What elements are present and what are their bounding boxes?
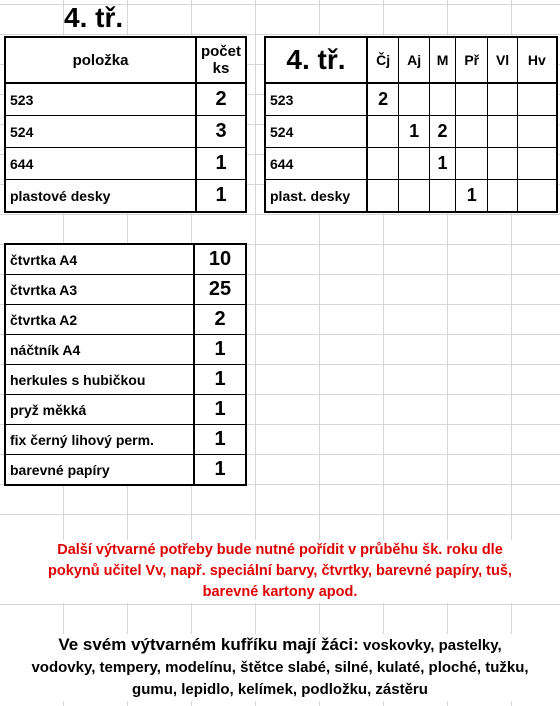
supply-name-cell[interactable]: čtvrtka A3 (5, 275, 194, 305)
table-row (5, 305, 246, 335)
matrix-cell[interactable] (517, 83, 557, 116)
matrix-cell[interactable]: 1 (430, 148, 456, 180)
table-row (5, 83, 246, 116)
header-subject-m[interactable]: M (430, 37, 456, 83)
art-kit-note (0, 634, 560, 701)
matrix-name-cell[interactable]: plast. desky (265, 180, 367, 213)
header-subject-vl[interactable]: Vl (488, 37, 517, 83)
table-row (265, 180, 557, 213)
supply-count-cell[interactable]: 1 (194, 365, 246, 395)
matrix-cell[interactable] (399, 83, 430, 116)
matrix-cell[interactable] (430, 180, 456, 213)
header-count-line1: počet (200, 43, 241, 60)
matrix-cell[interactable] (488, 116, 517, 148)
table-header-row (5, 37, 246, 83)
table-row (265, 148, 557, 180)
supply-count-cell[interactable]: 1 (194, 455, 246, 486)
matrix-cell[interactable] (456, 83, 488, 116)
matrix-cell[interactable] (517, 148, 557, 180)
item-name-cell[interactable]: plastové desky (5, 180, 196, 213)
supply-name-cell[interactable]: čtvrtka A2 (5, 305, 194, 335)
table-row (5, 335, 246, 365)
supplies-table (4, 243, 247, 486)
note-line: gumu, lepidlo, kelímek, podložku, zástěru (132, 681, 428, 698)
header-subject-pr[interactable]: Př (456, 37, 488, 83)
matrix-cell[interactable] (488, 148, 517, 180)
table-row (265, 83, 557, 116)
supply-count-cell[interactable]: 10 (194, 244, 246, 275)
matrix-cell[interactable] (367, 180, 399, 213)
header-item[interactable]: položka (5, 37, 196, 83)
supply-count-cell[interactable]: 1 (194, 335, 246, 365)
matrix-cell[interactable] (430, 83, 456, 116)
items-count-table (4, 36, 247, 213)
matrix-cell[interactable] (488, 83, 517, 116)
matrix-cell[interactable]: 1 (456, 180, 488, 213)
table-row (5, 116, 246, 148)
item-count-cell[interactable]: 2 (196, 83, 246, 116)
item-name-cell[interactable]: 524 (5, 116, 196, 148)
supply-name-cell[interactable]: čtvrtka A4 (5, 244, 194, 275)
subject-matrix-table (264, 36, 558, 213)
note-lead-rest: voskovky, pastelky, (358, 637, 502, 654)
note-line: barevné kartony apod. (202, 584, 358, 600)
supply-name-cell[interactable]: pryž měkká (5, 395, 194, 425)
header-subject-cj[interactable]: Čj (367, 37, 399, 83)
table-row (5, 365, 246, 395)
matrix-cell[interactable]: 2 (430, 116, 456, 148)
supply-count-cell[interactable]: 25 (194, 275, 246, 305)
table-row (5, 425, 246, 455)
supply-count-cell[interactable]: 2 (194, 305, 246, 335)
page-title: 4. tř. (64, 2, 124, 33)
matrix-cell[interactable] (399, 180, 430, 213)
header-subject-hv[interactable]: Hv (517, 37, 557, 83)
table-header-row (265, 37, 557, 83)
table-row (5, 244, 246, 275)
matrix-cell[interactable] (517, 116, 557, 148)
table-row (265, 116, 557, 148)
item-name-cell[interactable]: 523 (5, 83, 196, 116)
matrix-cell[interactable] (367, 116, 399, 148)
note-line (0, 634, 560, 657)
table-row (5, 275, 246, 305)
note-line: vodovky, tempery, modelínu, štětce slabé, silné, kulaté, ploché, tužku, (31, 659, 529, 676)
table-row (5, 148, 246, 180)
header-subject-aj[interactable]: Aj (399, 37, 430, 83)
matrix-cell[interactable]: 2 (367, 83, 399, 116)
matrix-cell[interactable] (456, 148, 488, 180)
table-row (5, 180, 246, 213)
supply-name-cell[interactable]: barevné papíry (5, 455, 194, 486)
supply-count-cell[interactable]: 1 (194, 395, 246, 425)
supply-name-cell[interactable]: fix černý lihový perm. (5, 425, 194, 455)
note-line: Další výtvarné potřeby bude nutné pořídit v průběhu šk. roku dle (57, 542, 503, 558)
matrix-name-cell[interactable]: 524 (265, 116, 367, 148)
table-row (5, 455, 246, 486)
supply-name-cell[interactable]: herkules s hubičkou (5, 365, 194, 395)
supply-count-cell[interactable]: 1 (194, 425, 246, 455)
matrix-cell[interactable] (367, 148, 399, 180)
note-lead: Ve svém výtvarném kufříku mají žáci: (58, 635, 359, 654)
item-count-cell[interactable]: 1 (196, 180, 246, 213)
note-line: pokynů učitel Vv, např. speciální barvy, čtvrtky, barevné papíry, tuš, (48, 563, 512, 579)
matrix-cell[interactable] (399, 148, 430, 180)
matrix-name-cell[interactable]: 644 (265, 148, 367, 180)
item-name-cell[interactable]: 644 (5, 148, 196, 180)
table-row (5, 395, 246, 425)
matrix-cell[interactable] (488, 180, 517, 213)
matrix-cell[interactable] (517, 180, 557, 213)
matrix-name-cell[interactable]: 523 (265, 83, 367, 116)
supply-name-cell[interactable]: náčtník A4 (5, 335, 194, 365)
item-count-cell[interactable]: 3 (196, 116, 246, 148)
matrix-cell[interactable] (456, 116, 488, 148)
matrix-cell[interactable]: 1 (399, 116, 430, 148)
art-supplies-note (0, 540, 560, 603)
header-class[interactable]: 4. tř. (265, 37, 367, 83)
header-count[interactable] (196, 37, 246, 83)
item-count-cell[interactable]: 1 (196, 148, 246, 180)
header-count-line2: ks (212, 60, 230, 77)
